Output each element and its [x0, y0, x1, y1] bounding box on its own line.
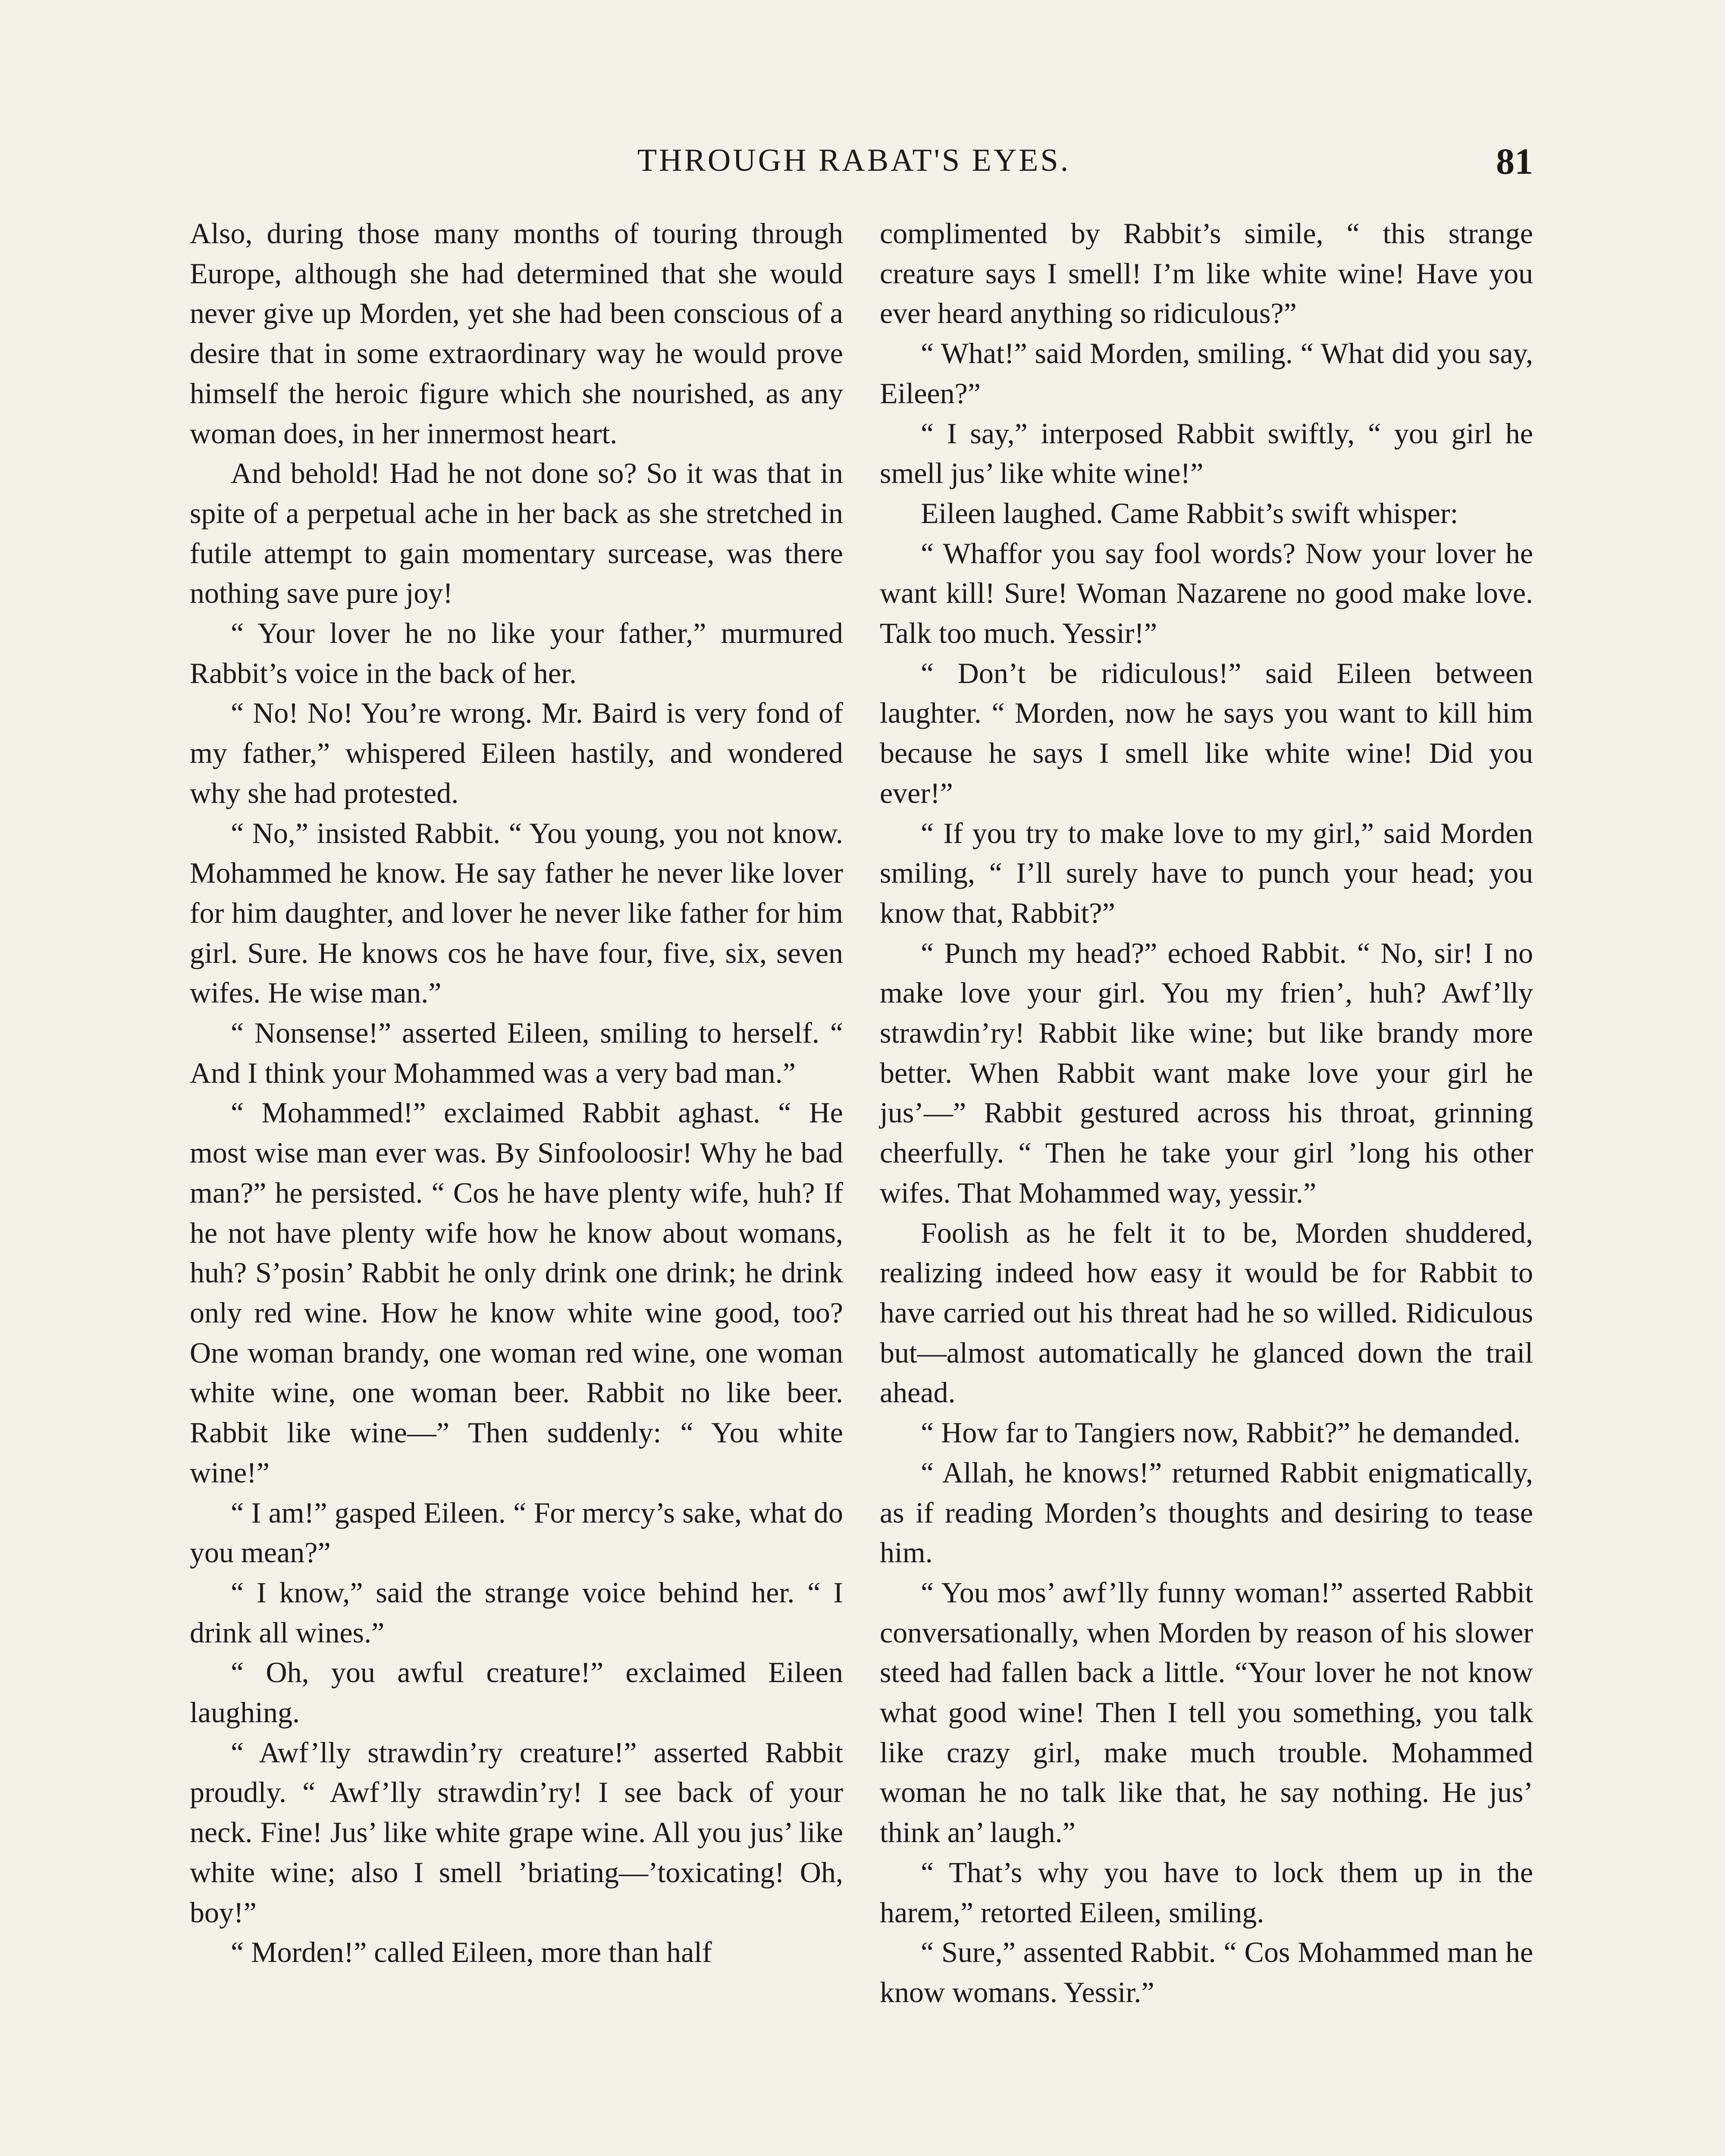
- paragraph: Eileen laughed. Came Rabbit’s swift whisper:: [921, 496, 1458, 530]
- paragraph: “ Whaffor you say fool words? Now your lover he want kill! Sure! Woman Nazarene no good make love. Talk too much. Yessir!”: [880, 536, 1533, 650]
- paragraph: “ I know,” said the strange voice behind her. “ I drink all wines.”: [190, 1576, 843, 1649]
- paragraph: “ Mohammed!” exclaimed Rabbit aghast. “ He most wise man ever was. By Sinfooloosir! Why he bad man?” he persisted. “ Cos he have plenty wife, huh? If he not have plenty wife how he know about womans, huh? S’posin’ Rabbit he only drink one drink; he drink only red wine. How he know white wine good, too? One woman brandy, one woman red wine, one woman white wine, one woman beer. Rabbit no like beer. Rabbit like wine—” Then suddenly: “ You white wine!”: [190, 1096, 843, 1489]
- paragraph: “ If you try to make love to my girl,” said Morden smiling, “ I’ll surely have to punch your head; you know that, Rabbit?”: [880, 816, 1533, 929]
- paragraph: “ What!” said Morden, smiling. “ What did you say, Eileen?”: [880, 337, 1533, 410]
- page-header: [175, 142, 1533, 190]
- paragraph: “ Punch my head?” echoed Rabbit. “ No, sir! I no make love your girl. You my frien’, huh? Awf’lly strawdin’ry! Rabbit like wine; but like brandy more better. When Rabbit want make love your girl he jus’—” Rabbit gestured across his throat, grinning cheerfully. “ Then he take your girl ’long his other wifes. That Mohammed way, yessir.”: [880, 936, 1533, 1209]
- right-column: [880, 213, 1533, 2012]
- paragraph: “ Nonsense!” asserted Eileen, smiling to herself. “ And I think your Mohammed was a very bad man.”: [190, 1016, 843, 1089]
- paragraph: “ Your lover he no like your father,” murmured Rabbit’s voice in the back of her.: [190, 617, 843, 689]
- paragraph: “ How far to Tangiers now, Rabbit?” he demanded.: [921, 1416, 1521, 1449]
- paragraph: “ I say,” interposed Rabbit swiftly, “ you girl he smell jus’ like white wine!”: [880, 417, 1533, 490]
- paragraph: And behold! Had he not done so? So it was that in spite of a perpetual ache in her back as she stretched in futile attempt to gain momentary surcease, was there nothing save pure joy!: [190, 457, 843, 610]
- paragraph: Also, during those many months of touring through Europe, although she had determined that she would never give up Morden, yet she had been conscious of a desire that in some extraordinary way he would prove himself the heroic figure which she nourished, as any woman does, in her innermost heart.: [190, 217, 843, 450]
- paragraph: “ Don’t be ridiculous!” said Eileen between laughter. “ Morden, now he says you want to kill him because he says I smell like white wine! Did you ever!”: [880, 656, 1533, 809]
- paragraph: “ You mos’ awf’lly funny woman!” asserted Rabbit conversationally, when Morden by reason of his slower steed had fallen back a little. “Your lover he not know what good wine! Then I tell you something, you talk like crazy girl, make much trouble. Mohammed woman he no talk like that, he say nothing. He jus’ think an’ laugh.”: [880, 1576, 1533, 1849]
- left-column: [190, 213, 843, 1972]
- paragraph: “ That’s why you have to lock them up in the harem,” retorted Eileen, smiling.: [880, 1855, 1533, 1929]
- page-number: 81: [1496, 141, 1533, 182]
- paragraph: “ Awf’lly strawdin’ry creature!” asserted Rabbit proudly. “ Awf’lly strawdin’ry! I see back of your neck. Fine! Jus’ like white grape wine. All you jus’ like white wine; also I smell ’briating—’toxicating! Oh, boy!”: [190, 1736, 843, 1929]
- paragraph: “ Morden!” called Eileen, more than half: [231, 1936, 712, 1969]
- paragraph: “ No,” insisted Rabbit. “ You young, you not know. Mohammed he know. He say father he never like lover for him daughter, and lover he never like father for him girl. Sure. He knows cos he have four, five, six, seven wifes. He wise man.”: [190, 816, 843, 1009]
- paragraph: “ Oh, you awful creature!” exclaimed Eileen laughing.: [190, 1656, 843, 1729]
- paragraph: Foolish as he felt it to be, Morden shuddered, realizing indeed how easy it would be for Rabbit to have carried out his threat had he so willed. Ridiculous but—almost automatically he glanced down the trail ahead.: [880, 1216, 1533, 1409]
- paragraph: “ Sure,” assented Rabbit. “ Cos Mohammed man he know womans. Yessir.”: [880, 1936, 1533, 2009]
- paragraph: “ I am!” gasped Eileen. “ For mercy’s sake, what do you mean?”: [190, 1496, 843, 1569]
- paragraph: “ Allah, he knows!” returned Rabbit enigmatically, as if reading Morden’s thoughts and desiring to tease him.: [880, 1456, 1533, 1569]
- paragraph: “ No! No! You’re wrong. Mr. Baird is very fond of my father,” whispered Eileen hastily, and wondered why she had protested.: [190, 696, 843, 809]
- paragraph: complimented by Rabbit’s simile, “ this strange creature says I smell! I’m like white wine! Have you ever heard anything so ridiculous?”: [880, 217, 1533, 330]
- running-head: THROUGH RABAT'S EYES.: [637, 143, 1071, 178]
